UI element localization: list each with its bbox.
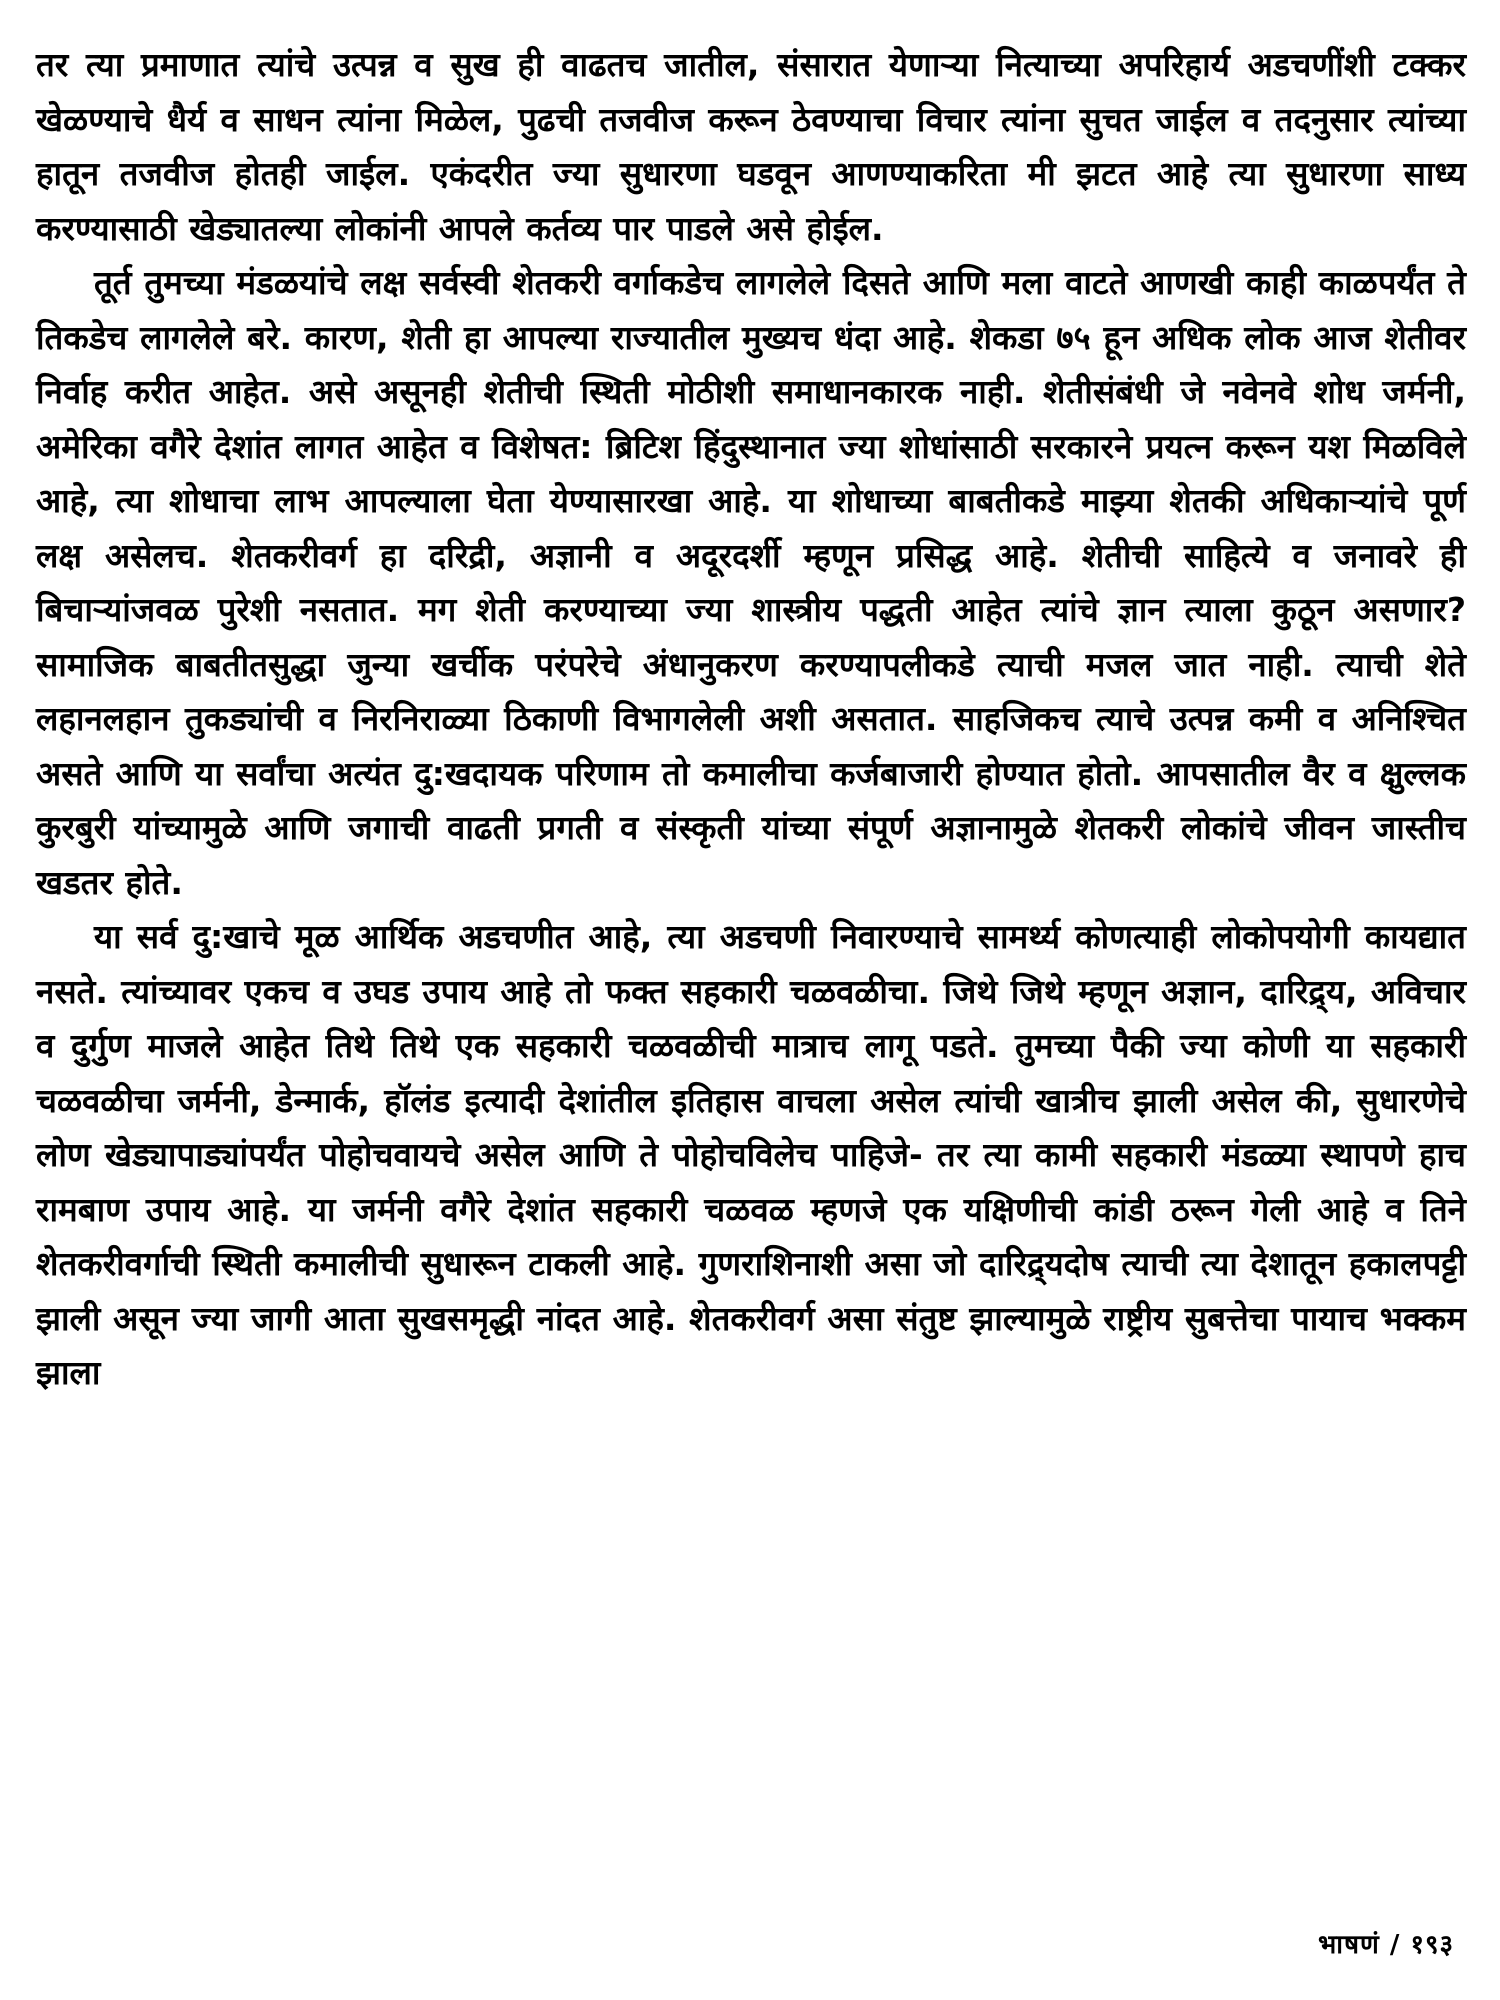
page-body xyxy=(36,38,1466,1401)
paragraph-1: तर त्या प्रमाणात त्यांचे उत्पन्न व सुख ही वाढतच जातील, संसारात येणाऱ्या नित्याच्या अपरिहार्य अडचणींशी टक्कर खेळण्याचे धैर्य व साधन त्यांना मिळेल, पुढची तजवीज करून ठेवण्याचा विचार त्यांना सुचत जाईल व तदनुसार त्यांच्या हातून तजवीज होतही जाईल. एकंदरीत ज्या सुधारणा घडवून आणण्याकरिता मी झटत आहे त्या सुधारणा साध्य करण्यासाठी खेड्यातल्या लोकांनी आपले कर्तव्य पार पाडले असे होईल. xyxy=(36,45,1466,248)
paragraph-3: या सर्व दु:खाचे मूळ आर्थिक अडचणीत आहे, त्या अडचणी निवारण्याचे सामर्थ्य कोणत्याही लोकोपयोगी कायद्यात नसते. त्यांच्यावर एकच व उघड उपाय आहे तो फक्त सहकारी चळवळीचा. जिथे जिथे म्हणून अज्ञान, दारिद्र्य, अविचार व दुर्गुण माजले आहेत तिथे तिथे एक सहकारी चळवळीची मात्राच लागू पडते. तुमच्या पैकी ज्या कोणी या सहकारी चळवळीचा जर्मनी, डेन्मार्क, हॉलंड इत्यादी देशांतील इतिहास वाचला असेल त्यांची खात्रीच झाली असेल की, सुधारणेचे लोण खेड्यापाड्यांपर्यंत पोहोचवायचे असेल आणि ते पोहोचविलेच पाहिजे- तर त्या कामी सहकारी मंडळ्या स्थापणे हाच रामबाण उपाय आहे. या जर्मनी वगैरे देशांत सहकारी चळवळ म्हणजे एक यक्षिणीची कांडी ठरून गेली आहे व तिने शेतकरीवर्गाची स्थिती कमालीची सुधारून टाकली आहे. गुणराशिनाशी असा जो दारिद्र्यदोष त्याची त्या देशातून हकालपट्टी झाली असून ज्या जागी आता सुखसमृद्धी नांदत आहे. शेतकरीवर्ग असा संतुष्ट झाल्यामुळे राष्ट्रीय सुबत्तेचा पायाच भक्कम झाला xyxy=(36,917,1466,1392)
paragraph-2: तूर्त तुमच्या मंडळयांचे लक्ष सर्वस्वी शेतकरी वर्गाकडेच लागलेले दिसते आणि मला वाटते आणखी काही काळपर्यंत ते तिकडेच लागलेले बरे. कारण, शेती हा आपल्या राज्यातील मुख्यच धंदा आहे. शेकडा ७५ हून अधिक लोक आज शेतीवर निर्वाह करीत आहेत. असे असूनही शेतीची स्थिती मोठीशी समाधानकारक नाही. शेतीसंबंधी जे नवेनवे शोध जर्मनी, अमेरिका वगैरे देशांत लागत आहेत व विशेषत: ब्रिटिश हिंदुस्थानात ज्या शोधांसाठी सरकारने प्रयत्न करून यश मिळविले आहे, त्या शोधाचा लाभ आपल्याला घेता येण्यासारखा आहे. या शोधाच्या बाबतीकडे माझ्या शेतकी अधिकाऱ्यांचे पूर्ण लक्ष असेलच. शेतकरीवर्ग हा दरिद्री, अज्ञानी व अदूरदर्शी म्हणून प्रसिद्ध आहे. शेतीची साहित्ये व जनावरे ही बिचाऱ्यांजवळ पुरेशी नसतात. मग शेती करण्याच्या ज्या शास्त्रीय पद्धती आहेत त्यांचे ज्ञान त्याला कुठून असणार? सामाजिक बाबतीतसुद्धा जुन्या खर्चीक परंपरेचे अंधानुकरण करण्यापलीकडे त्याची मजल जात नाही. त्याची शेते लहानलहान तुकड्यांची व निरनिराळ्या ठिकाणी विभागलेली अशी असतात. साहजिकच त्याचे उत्पन्न कमी व अनिश्चित असते आणि या सर्वांचा अत्यंत दु:खदायक परिणाम तो कमालीचा कर्जबाजारी होण्यात होतो. आपसातील वैर व क्षुल्लक कुरबुरी यांच्यामुळे आणि जगाची वाढती प्रगती व संस्कृती यांच्या संपूर्ण अज्ञानामुळे शेतकरी लोकांचे जीवन जास्तीच खडतर होते. xyxy=(36,263,1466,902)
page-footer-label: भाषणं / १९३ xyxy=(1318,1930,1454,1960)
